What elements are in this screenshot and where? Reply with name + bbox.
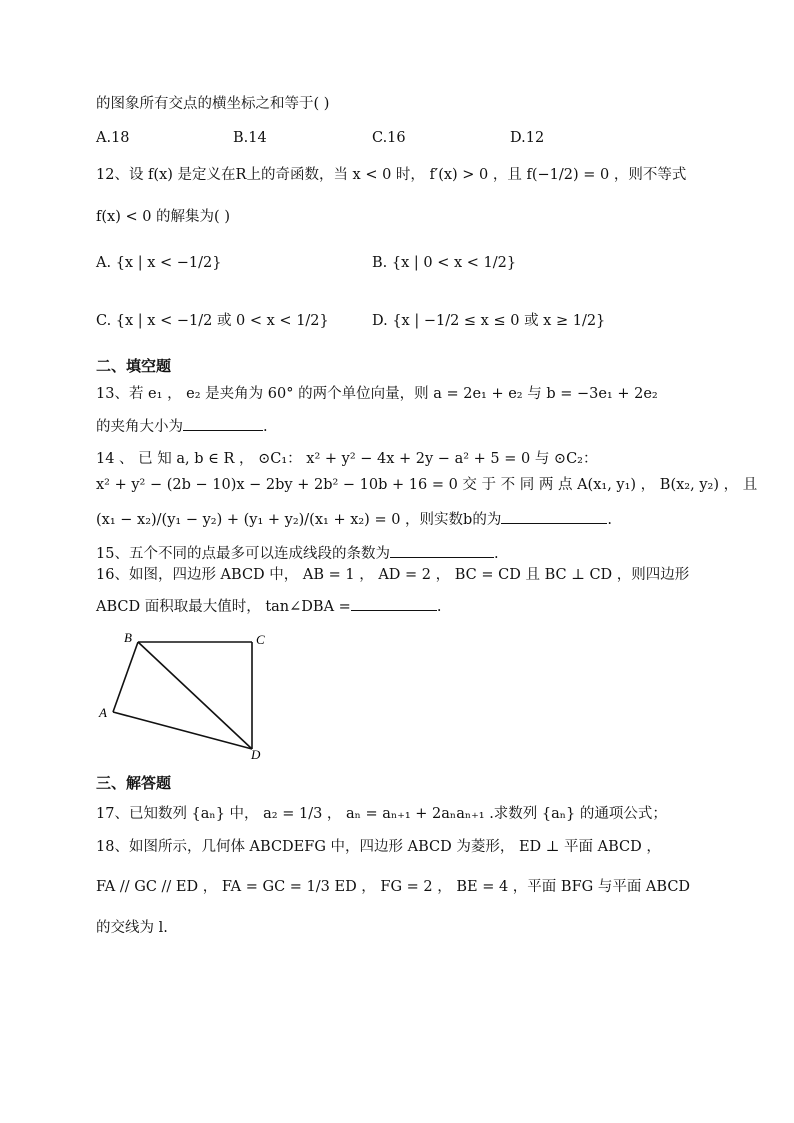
q14-period: . — [607, 512, 612, 528]
q16-answer-blank — [351, 596, 437, 611]
q16-stem-text: ABCD 面积取最大值时， tan∠DBA = — [96, 599, 351, 615]
q14-stem-text: (x₁ − x₂)/(y₁ − y₂) + (y₁ + y₂)/(x₁ + x₂) = 0 ，则实数b的为 — [96, 512, 502, 528]
q18-stem-line2: FA // GC // ED ， FA = GC = 1/3 ED ， FG = 2 ， BE = 4 ，平面 BFG 与平面 ABCD — [96, 879, 691, 895]
vertex-label-a: A — [99, 705, 107, 720]
q15-stem-text: 15、五个不同的点最多可以连成线段的条数为 — [96, 546, 390, 562]
q14-stem-line1: 14 、 已 知 a, b ∈ R ， ⊙C₁： x² + y² − 4x + 2y − a² + 5 = 0 与 ⊙C₂： — [96, 451, 598, 467]
section-fill-in-title: 二、填空题 — [96, 357, 172, 375]
edge-ab — [113, 642, 138, 712]
q16-stem-line1: 16、如图，四边形 ABCD 中， AB = 1 ， AD = 2 ， BC = CD 且 BC ⊥ CD ，则四边形 — [96, 567, 690, 583]
vertex-label-b: B — [124, 630, 132, 645]
q16-stem-line2 — [96, 596, 441, 617]
q11-continuation: 的图象所有交点的横坐标之和等于( ) — [96, 96, 330, 112]
q12-stem-line2: f(x) < 0 的解集为( ) — [96, 209, 230, 225]
q12-stem-line1: 12、设 f(x) 是定义在R上的奇函数，当 x < 0 时， f′(x) > 0 ，且 f(−1/2) = 0 ，则不等式 — [96, 167, 687, 183]
q12-option-d: D. {x | −1/2 ≤ x ≤ 0 或 x ≥ 1/2} — [372, 313, 606, 329]
q18-stem-line1: 18、如图所示，几何体 ABCDEFG 中，四边形 ABCD 为菱形， ED ⊥ 平面 ABCD ， — [96, 839, 661, 855]
q17-stem: 17、已知数列 {aₙ} 中， a₂ = 1/3 ， aₙ = aₙ₊₁ + 2aₙaₙ₊₁ .求数列 {aₙ} 的通项公式； — [96, 806, 667, 822]
quadrilateral-abcd-figure — [96, 628, 276, 764]
q13-stem-line1: 13、若 e₁ ， e₂ 是夹角为 60° 的两个单位向量，则 a = 2e₁ + e₂ 与 b = −3e₁ + 2e₂ — [96, 386, 658, 402]
q14-stem-line3 — [96, 509, 612, 530]
q18-stem-line3: 的交线为 l. — [96, 920, 168, 936]
q11-option-b: B.14 — [233, 130, 267, 146]
q14-answer-blank — [501, 509, 607, 524]
q11-option-c: C.16 — [372, 130, 406, 146]
vertex-label-d: D — [251, 747, 261, 762]
q15-period: . — [493, 546, 499, 562]
q12-option-b: B. {x | 0 < x < 1/2} — [372, 255, 517, 271]
q13-period: . — [263, 419, 268, 435]
diagonal-bd — [138, 642, 252, 749]
q13-answer-blank — [183, 416, 263, 431]
q13-stem-line2 — [96, 416, 268, 437]
section-solution-title: 三、解答题 — [96, 774, 172, 792]
q14-stem-line2: x² + y² − (2b − 10)x − 2by + 2b² − 10b + 16 = 0 交 于 不 同 两 点 A(x₁, y₁) ， B(x₂, y₂) ， 且 — [96, 477, 758, 493]
q16-period: . — [436, 599, 442, 615]
q12-option-a: A. {x | x < −1/2} — [96, 255, 222, 271]
q15-stem — [96, 543, 499, 564]
q15-answer-blank — [390, 543, 494, 558]
q13-stem-text: 的夹角大小为 — [96, 419, 183, 435]
vertex-label-c: C — [256, 632, 265, 647]
q12-option-c: C. {x | x < −1/2 或 0 < x < 1/2} — [96, 313, 329, 329]
q11-option-d: D.12 — [510, 130, 545, 146]
q11-option-a: A.18 — [96, 130, 130, 146]
